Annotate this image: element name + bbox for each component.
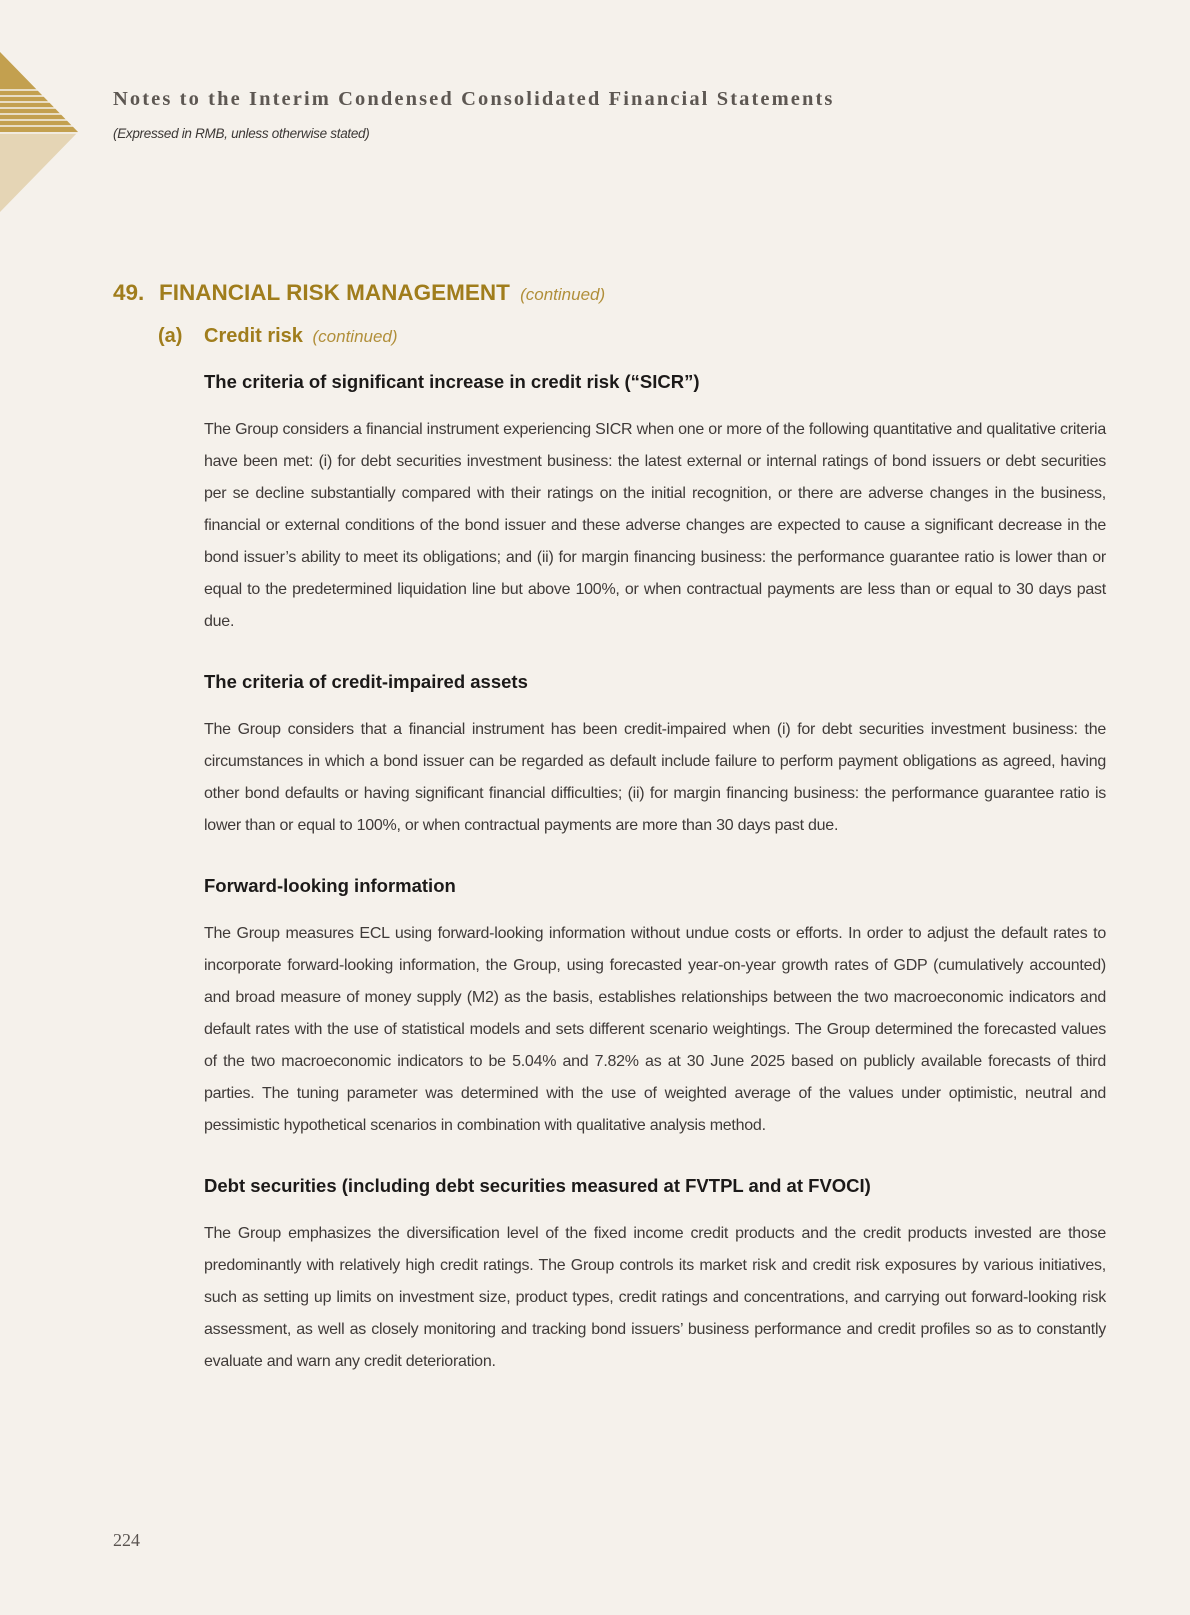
running-header-title: Notes to the Interim Condensed Consolidated Financial Statements: [113, 88, 835, 110]
section-continued-label: (continued): [520, 285, 606, 304]
running-header-subtitle: (Expressed in RMB, unless otherwise stated): [113, 126, 370, 141]
credit-impaired-paragraph: The Group considers that a financial instrument has been credit-impaired when (i) for debt securities investment business: the circumstances in which a bond issuer can be regarded as default include failure to perform payment obligations as agreed, having other bond defaults or having significant financial difficulties; (ii) for margin financing business: the performance guarantee ratio is lower than or equal to 100%, or when contractual payments are more than 30 days past due.: [204, 721, 1106, 834]
section-title: FINANCIAL RISK MANAGEMENT: [159, 280, 510, 305]
forward-looking-heading: Forward-looking information: [204, 875, 456, 896]
forward-looking-paragraph: The Group measures ECL using forward-looking information without undue costs or efforts. In order to adjust the default rates to incorporate forward-looking information, the Group, using forecasted year-on-year growth rates of GDP (cumulatively accounted) and broad measure of money supply (M2) as the basis, establishes relationships between the two macroeconomic indicators and default rates with the use of statistical models and sets different scenario weightings. The Group determined the forecasted values of the two macroeconomic indicators to be 5.04% and 7.82% as at 30 June 2025 based on publicly available forecasts of third parties. The tuning parameter was determined with the use of weighted average of the values under optimistic, neutral and pessimistic hypothetical scenarios in combination with qualitative analysis method.: [204, 925, 1106, 1134]
subsection-number: (a): [158, 325, 183, 347]
section-heading: [113, 280, 605, 306]
sicr-paragraph: The Group considers a financial instrument experiencing SICR when one or more of the following quantitative and qualitative criteria have been met: (i) for debt securities investment business: the latest external or internal ratings of bond issuers or debt securities per se decline substantially compared with their ratings on the initial recognition, or there are adverse changes in the business, financial or external conditions of the bond issuer and these adverse changes are expected to cause a significant decrease in the bond issuer’s ability to meet its obligations; and (ii) for margin financing business: the performance guarantee ratio is lower than or equal to the predetermined liquidation line but above 100%, or when contractual payments are less than or equal to 30 days past due.: [204, 421, 1106, 630]
sicr-heading: The criteria of significant increase in credit risk (“SICR”): [204, 371, 700, 392]
content-body: [204, 368, 1106, 1402]
subsection-title: Credit risk: [204, 325, 303, 347]
subsection-heading: [158, 325, 398, 348]
section-number: 49.: [113, 280, 145, 305]
page-number: 224: [113, 1530, 140, 1550]
debt-securities-heading: Debt securities (including debt securities measured at FVTPL and at FVOCI): [204, 1175, 871, 1196]
debt-securities-paragraph: The Group emphasizes the diversification level of the fixed income credit products and the credit products invested are those predominantly with relatively high credit ratings. The Group controls its market risk and credit risk exposures by various initiatives, such as setting up limits on investment size, product types, credit ratings and concentrations, and carrying out forward-looking risk assessment, as well as closely monitoring and tracking bond issuers’ business performance and credit profiles so as to constantly evaluate and warn any credit deterioration.: [204, 1225, 1106, 1370]
credit-impaired-heading: The criteria of credit-impaired assets: [204, 671, 528, 692]
corner-decoration-icon: [0, 52, 80, 212]
subsection-continued-label: (continued): [312, 327, 398, 346]
